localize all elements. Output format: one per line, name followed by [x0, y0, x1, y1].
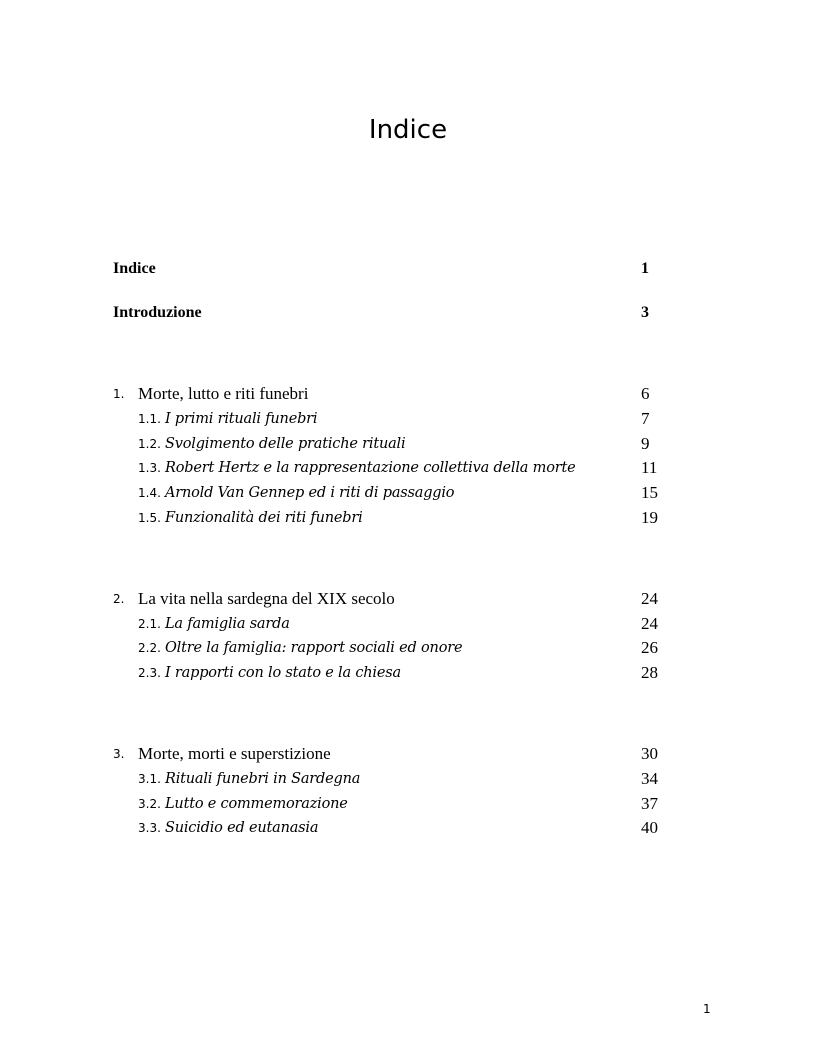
chapter-title: Morte, morti e superstizione — [138, 744, 331, 763]
section-title: Funzionalità dei riti funebri — [165, 510, 363, 526]
section-number: 3.2. — [138, 797, 161, 811]
section-number: 3.1. — [138, 772, 161, 786]
section-number: 2.2. — [138, 641, 161, 655]
toc-entry-page: 3 — [641, 304, 649, 321]
chapter-page: 24 — [641, 589, 658, 608]
toc-section — [0, 407, 816, 431]
toc-section — [0, 636, 816, 660]
section-number: 3.3. — [138, 821, 161, 835]
section-number: 1.3. — [138, 461, 161, 475]
section-title: Suicidio ed eutanasia — [165, 820, 319, 836]
section-number: 1.5. — [138, 511, 161, 525]
section-title: Svolgimento delle pratiche rituali — [165, 436, 406, 452]
chapter-number: 3. — [113, 747, 125, 761]
section-title: Oltre la famiglia: rapport sociali ed onore — [165, 640, 463, 656]
section-page: 7 — [641, 409, 650, 428]
section-number: 1.2. — [138, 437, 161, 451]
section-title: I rapporti con lo stato e la chiesa — [165, 665, 401, 681]
section-page: 37 — [641, 794, 658, 813]
chapter-page: 30 — [641, 744, 658, 763]
section-title: Lutto e commemorazione — [165, 796, 348, 812]
section-page: 19 — [641, 508, 658, 527]
toc-section — [0, 612, 816, 636]
toc-section — [0, 506, 816, 530]
section-title: Rituali funebri in Sardegna — [165, 771, 361, 787]
chapter-number: 1. — [113, 387, 125, 401]
section-title: Arnold Van Gennep ed i riti di passaggio — [165, 485, 455, 501]
toc-entry — [0, 301, 816, 325]
section-title: Robert Hertz e la rappresentazione collettiva della morte — [165, 460, 576, 476]
toc-section — [0, 432, 816, 456]
toc-section — [0, 792, 816, 816]
section-title: La famiglia sarda — [165, 616, 290, 632]
chapter-number: 2. — [113, 592, 125, 606]
section-page: 28 — [641, 663, 658, 682]
toc-section — [0, 767, 816, 791]
toc-chapter — [0, 742, 816, 766]
toc-entry-label: Indice — [113, 260, 156, 277]
section-page: 34 — [641, 769, 658, 788]
chapter-title: Morte, lutto e riti funebri — [138, 384, 309, 403]
section-title: I primi rituali funebri — [165, 411, 318, 427]
page-title: Indice — [368, 115, 448, 145]
toc-section — [0, 661, 816, 685]
toc-section — [0, 816, 816, 840]
toc-entry-page: 1 — [641, 260, 649, 277]
toc-entry-label: Introduzione — [113, 304, 202, 321]
section-page: 9 — [641, 434, 650, 453]
toc-chapter — [0, 587, 816, 611]
toc-section — [0, 481, 816, 505]
toc-section — [0, 456, 816, 480]
section-page: 15 — [641, 483, 658, 502]
section-page: 40 — [641, 818, 658, 837]
chapter-page: 6 — [641, 384, 650, 403]
section-page: 26 — [641, 638, 658, 657]
section-number: 2.3. — [138, 666, 161, 680]
section-page: 24 — [641, 614, 658, 633]
section-number: 1.1. — [138, 412, 161, 426]
chapter-title: La vita nella sardegna del XIX secolo — [138, 589, 395, 608]
toc-entry — [0, 257, 816, 281]
section-number: 2.1. — [138, 617, 161, 631]
toc-chapter — [0, 382, 816, 406]
section-page: 11 — [641, 458, 658, 477]
footer-page-number: 1 — [703, 1002, 711, 1016]
section-number: 1.4. — [138, 486, 161, 500]
